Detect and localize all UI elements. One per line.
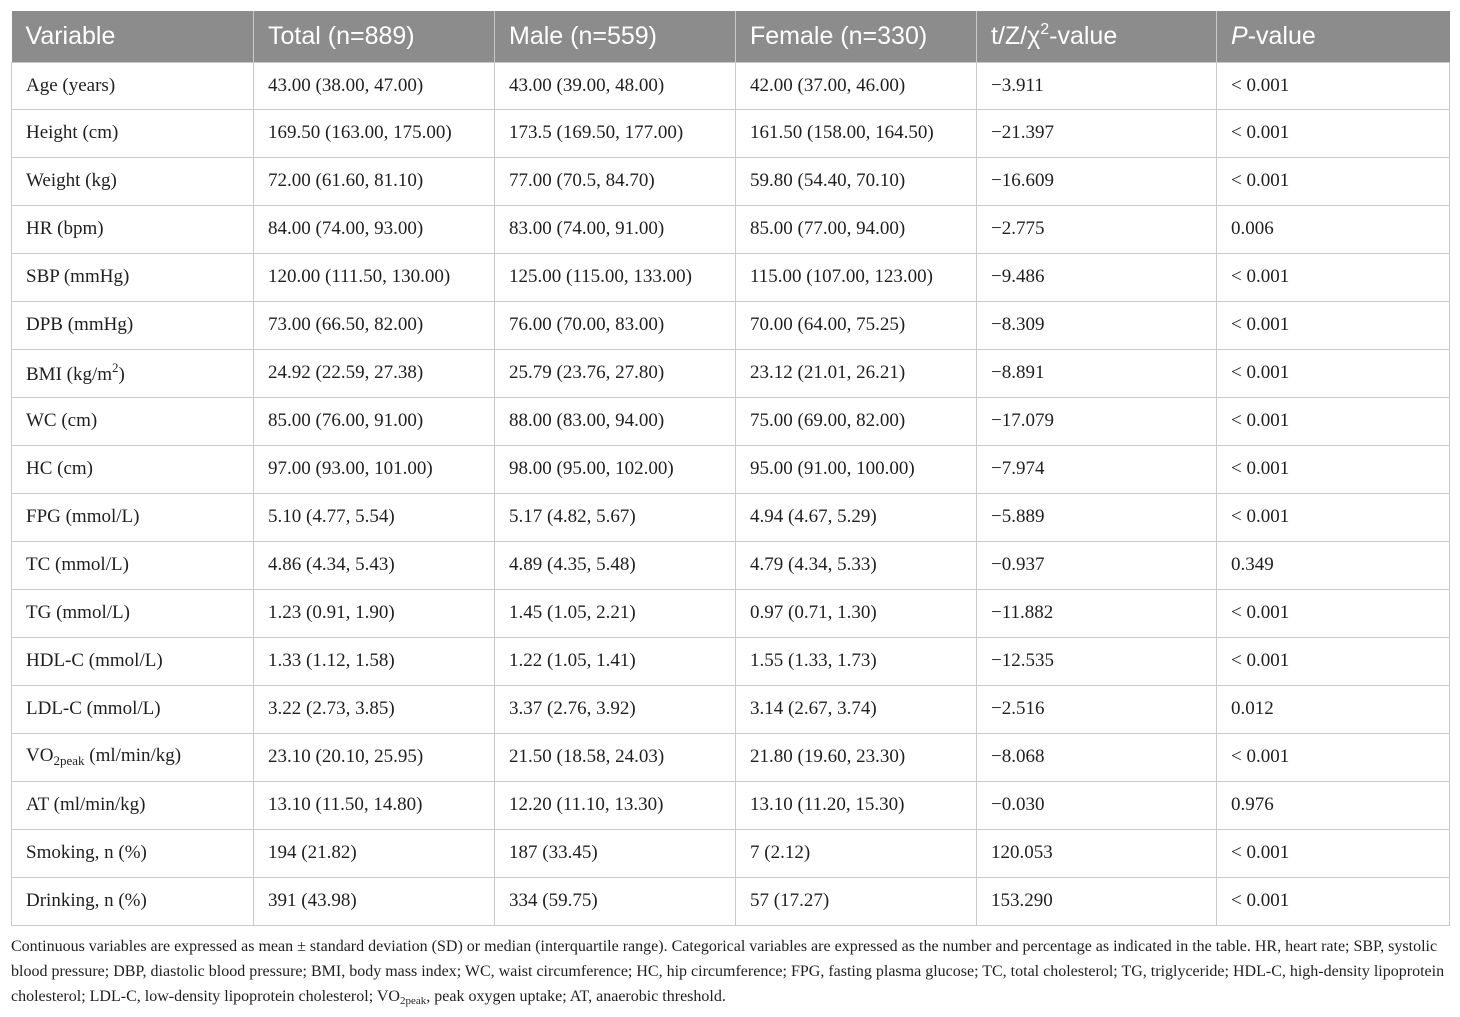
cell-stat: −7.974 [977, 445, 1217, 493]
table-row [12, 877, 1450, 925]
header-total: Total (n=889) [254, 11, 495, 62]
cell-total: 72.00 (61.60, 81.10) [254, 157, 495, 205]
cell-male: 88.00 (83.00, 94.00) [495, 397, 736, 445]
table-container [11, 11, 1449, 926]
cell-variable-sup: 2 [112, 360, 119, 375]
cell-male: 1.22 (1.05, 1.41) [495, 637, 736, 685]
table-row [12, 62, 1450, 109]
cell-stat: −9.486 [977, 253, 1217, 301]
cell-stat: −2.516 [977, 685, 1217, 733]
cell-stat: −2.775 [977, 205, 1217, 253]
table-row [12, 541, 1450, 589]
cell-p: 0.006 [1217, 205, 1450, 253]
cell-p: < 0.001 [1217, 493, 1450, 541]
cell-stat: −8.068 [977, 733, 1217, 781]
cell-variable: HC (cm) [12, 445, 254, 493]
cell-total: 84.00 (74.00, 93.00) [254, 205, 495, 253]
table-row [12, 637, 1450, 685]
cell-male: 5.17 (4.82, 5.67) [495, 493, 736, 541]
table-row [12, 493, 1450, 541]
cell-variable [12, 733, 254, 781]
cell-total: 1.33 (1.12, 1.58) [254, 637, 495, 685]
cell-total: 5.10 (4.77, 5.54) [254, 493, 495, 541]
header-stat [977, 11, 1217, 62]
cell-stat: −17.079 [977, 397, 1217, 445]
cell-total: 120.00 (111.50, 130.00) [254, 253, 495, 301]
cell-p: < 0.001 [1217, 445, 1450, 493]
cell-p: < 0.001 [1217, 829, 1450, 877]
cell-variable: SBP (mmHg) [12, 253, 254, 301]
cell-female: 3.14 (2.67, 3.74) [736, 685, 977, 733]
cell-variable: AT (ml/min/kg) [12, 781, 254, 829]
cell-variable-sub: 2peak [53, 753, 85, 768]
cell-male: 83.00 (74.00, 91.00) [495, 205, 736, 253]
cell-female: 7 (2.12) [736, 829, 977, 877]
cell-p: < 0.001 [1217, 301, 1450, 349]
table-row [12, 685, 1450, 733]
cell-female: 85.00 (77.00, 94.00) [736, 205, 977, 253]
cell-stat: −0.030 [977, 781, 1217, 829]
cell-female: 161.50 (158.00, 164.50) [736, 109, 977, 157]
cell-variable-post: ) [118, 364, 125, 385]
cell-total: 3.22 (2.73, 3.85) [254, 685, 495, 733]
cell-variable: Smoking, n (%) [12, 829, 254, 877]
table-footnote [11, 934, 1451, 1014]
cell-variable-pre: BMI (kg/m [26, 364, 113, 385]
cell-total: 43.00 (38.00, 47.00) [254, 62, 495, 109]
cell-stat: −0.937 [977, 541, 1217, 589]
cell-female: 23.12 (21.01, 26.21) [736, 349, 977, 397]
cell-male: 173.5 (169.50, 177.00) [495, 109, 736, 157]
table-header-row [12, 11, 1450, 62]
cell-variable: WC (cm) [12, 397, 254, 445]
table-row [12, 253, 1450, 301]
cell-variable: Weight (kg) [12, 157, 254, 205]
cell-stat: −12.535 [977, 637, 1217, 685]
cell-female: 1.55 (1.33, 1.73) [736, 637, 977, 685]
table-row [12, 109, 1450, 157]
cell-female: 115.00 (107.00, 123.00) [736, 253, 977, 301]
cell-variable: Height (cm) [12, 109, 254, 157]
cell-stat: −21.397 [977, 109, 1217, 157]
cell-male: 12.20 (11.10, 13.30) [495, 781, 736, 829]
cell-total: 73.00 (66.50, 82.00) [254, 301, 495, 349]
cell-male: 76.00 (70.00, 83.00) [495, 301, 736, 349]
cell-variable: HDL-C (mmol/L) [12, 637, 254, 685]
cell-total: 391 (43.98) [254, 877, 495, 925]
cell-female: 57 (17.27) [736, 877, 977, 925]
cell-total: 13.10 (11.50, 14.80) [254, 781, 495, 829]
cell-p: 0.012 [1217, 685, 1450, 733]
cell-male: 187 (33.45) [495, 829, 736, 877]
cell-stat: −16.609 [977, 157, 1217, 205]
cell-variable: DPB (mmHg) [12, 301, 254, 349]
cell-variable: TC (mmol/L) [12, 541, 254, 589]
cell-variable: Age (years) [12, 62, 254, 109]
cell-male: 125.00 (115.00, 133.00) [495, 253, 736, 301]
cell-male: 25.79 (23.76, 27.80) [495, 349, 736, 397]
cell-female: 95.00 (91.00, 100.00) [736, 445, 977, 493]
header-stat-suffix: -value [1049, 22, 1118, 51]
cell-female: 70.00 (64.00, 75.25) [736, 301, 977, 349]
cell-variable-post: (ml/min/kg) [84, 745, 182, 766]
table-row [12, 301, 1450, 349]
cell-p: < 0.001 [1217, 62, 1450, 109]
cell-p: < 0.001 [1217, 109, 1450, 157]
cell-variable-pre: VO [26, 745, 54, 766]
header-variable: Variable [12, 11, 254, 62]
cell-male: 334 (59.75) [495, 877, 736, 925]
footnote-text: Continuous variables are expressed as mean ± standard deviation (SD) or median (interquartile range). Categorical variables are expressed as the number and percentage as indicated in the table. HR, heart rate; SBP, systolic blood pressure; DBP, diastolic blood pressure; BMI, body mass index; WC, waist circumference; HC, hip circumference; FPG, fasting plasma glucose; TC, total cholesterol; TG, triglyceride; HDL-C, high-density lipoprotein cholesterol; LDL-C, low-density lipoprotein cholesterol; VO [11, 938, 1445, 1005]
cell-total: 169.50 (163.00, 175.00) [254, 109, 495, 157]
header-male: Male (n=559) [495, 11, 736, 62]
footnote-sub: 2peak [399, 995, 427, 1007]
cell-p: < 0.001 [1217, 877, 1450, 925]
cell-p: < 0.001 [1217, 157, 1450, 205]
header-p [1217, 11, 1450, 62]
table-row [12, 157, 1450, 205]
cell-female: 4.94 (4.67, 5.29) [736, 493, 977, 541]
cell-variable: Drinking, n (%) [12, 877, 254, 925]
cell-total: 4.86 (4.34, 5.43) [254, 541, 495, 589]
cell-total: 23.10 (20.10, 25.95) [254, 733, 495, 781]
table-row [12, 733, 1450, 781]
cell-total: 85.00 (76.00, 91.00) [254, 397, 495, 445]
cell-variable: HR (bpm) [12, 205, 254, 253]
cell-total: 24.92 (22.59, 27.38) [254, 349, 495, 397]
cell-variable: FPG (mmol/L) [12, 493, 254, 541]
cell-variable [12, 349, 254, 397]
table-row [12, 829, 1450, 877]
cell-stat: −11.882 [977, 589, 1217, 637]
header-p-italic: P [1231, 21, 1248, 50]
cell-stat: 120.053 [977, 829, 1217, 877]
table-row [12, 445, 1450, 493]
cell-stat: −3.911 [977, 62, 1217, 109]
cell-female: 59.80 (54.40, 70.10) [736, 157, 977, 205]
cell-female: 4.79 (4.34, 5.33) [736, 541, 977, 589]
cell-male: 4.89 (4.35, 5.48) [495, 541, 736, 589]
table-row [12, 349, 1450, 397]
cell-female: 42.00 (37.00, 46.00) [736, 62, 977, 109]
header-stat-prefix: t/Z/χ [991, 22, 1041, 51]
baseline-characteristics-table [11, 11, 1450, 926]
table-row [12, 781, 1450, 829]
header-stat-sup: 2 [1040, 21, 1050, 39]
cell-p: < 0.001 [1217, 253, 1450, 301]
header-female: Female (n=330) [736, 11, 977, 62]
cell-p: 0.976 [1217, 781, 1450, 829]
cell-total: 97.00 (93.00, 101.00) [254, 445, 495, 493]
cell-total: 1.23 (0.91, 1.90) [254, 589, 495, 637]
table-row [12, 205, 1450, 253]
cell-p: < 0.001 [1217, 397, 1450, 445]
cell-p: < 0.001 [1217, 733, 1450, 781]
cell-stat: −8.891 [977, 349, 1217, 397]
cell-female: 75.00 (69.00, 82.00) [736, 397, 977, 445]
footnote-text-end: , peak oxygen uptake; AT, anaerobic threshold. [426, 988, 726, 1005]
cell-stat: −5.889 [977, 493, 1217, 541]
cell-p: < 0.001 [1217, 349, 1450, 397]
cell-female: 0.97 (0.71, 1.30) [736, 589, 977, 637]
cell-variable: TG (mmol/L) [12, 589, 254, 637]
table-row [12, 589, 1450, 637]
cell-p: 0.349 [1217, 541, 1450, 589]
cell-male: 77.00 (70.5, 84.70) [495, 157, 736, 205]
cell-variable: LDL-C (mmol/L) [12, 685, 254, 733]
table-row [12, 397, 1450, 445]
cell-female: 21.80 (19.60, 23.30) [736, 733, 977, 781]
cell-male: 98.00 (95.00, 102.00) [495, 445, 736, 493]
cell-female: 13.10 (11.20, 15.30) [736, 781, 977, 829]
cell-p: < 0.001 [1217, 637, 1450, 685]
cell-male: 3.37 (2.76, 3.92) [495, 685, 736, 733]
cell-p: < 0.001 [1217, 589, 1450, 637]
header-p-suffix: -value [1247, 21, 1316, 50]
cell-male: 1.45 (1.05, 2.21) [495, 589, 736, 637]
cell-total: 194 (21.82) [254, 829, 495, 877]
cell-male: 43.00 (39.00, 48.00) [495, 62, 736, 109]
cell-stat: −8.309 [977, 301, 1217, 349]
cell-stat: 153.290 [977, 877, 1217, 925]
cell-male: 21.50 (18.58, 24.03) [495, 733, 736, 781]
